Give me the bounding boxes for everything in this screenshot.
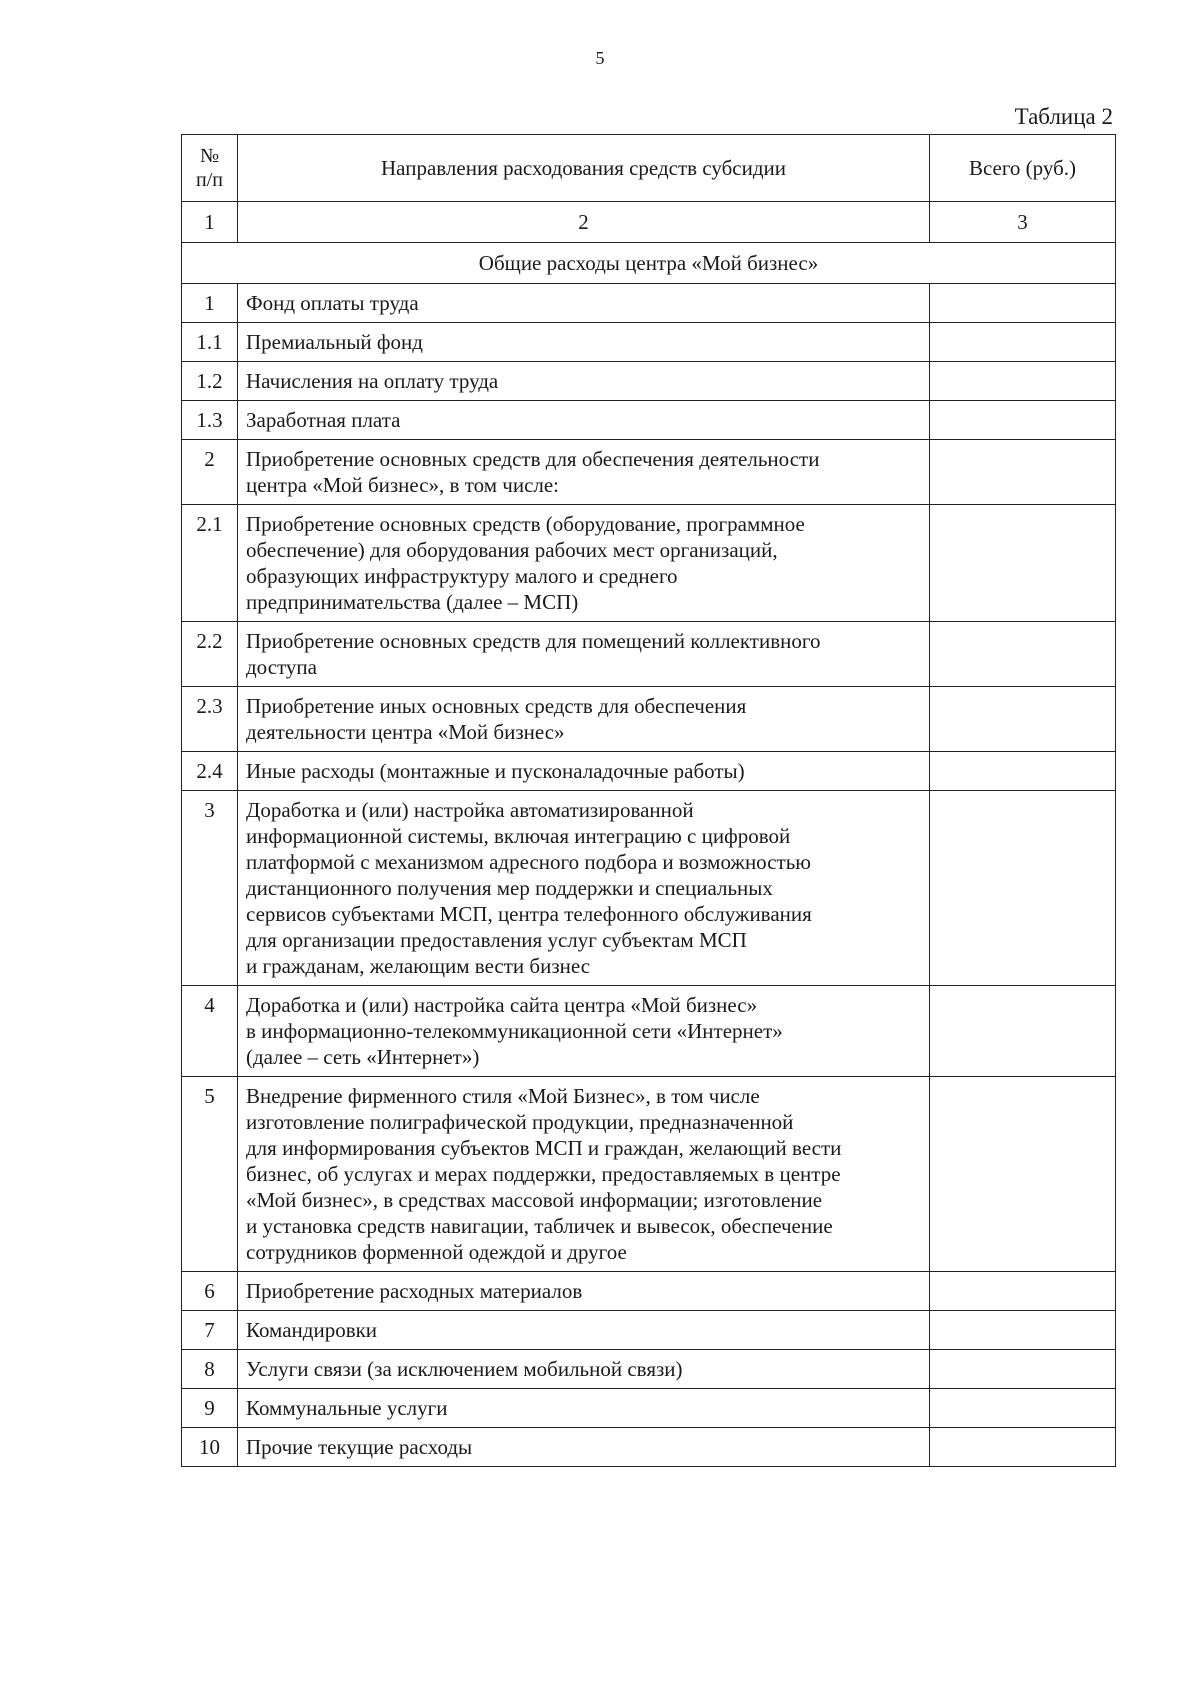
- row-description: Доработка и (или) настройка сайта центра «Мой бизнес» в информационно-телекоммуникационной сети «Интернет» (далее – сеть «Интернет»): [238, 986, 930, 1077]
- table-row: [182, 1311, 1116, 1350]
- table-row: [182, 323, 1116, 362]
- row-total: [930, 1350, 1116, 1389]
- row-number: 1.3: [182, 401, 238, 440]
- row-description: Приобретение основных средств для помещений коллективного доступа: [238, 622, 930, 687]
- row-total: [930, 440, 1116, 505]
- row-number: 9: [182, 1389, 238, 1428]
- column-index-1: 1: [182, 202, 238, 243]
- header-description: Направления расходования средств субсидии: [238, 135, 930, 202]
- row-total: [930, 791, 1116, 986]
- row-description: Доработка и (или) настройка автоматизированной информационной системы, включая интеграцию с цифровой платформой с механизмом адресного подбора и возможностью дистанционного получения мер поддержки и специальных сервисов субъектами МСП, центра телефонного обслуживания для организации предоставления услуг субъектам МСП и гражданам, желающим вести бизнес: [238, 791, 930, 986]
- table-row: [182, 986, 1116, 1077]
- page-number: 5: [595, 48, 605, 68]
- row-number: 2.3: [182, 687, 238, 752]
- row-total: [930, 323, 1116, 362]
- row-description: Приобретение основных средств для обеспечения деятельности центра «Мой бизнес», в том числе:: [238, 440, 930, 505]
- row-number: 5: [182, 1077, 238, 1272]
- row-description: Коммунальные услуги: [238, 1389, 930, 1428]
- row-description: Приобретение расходных материалов: [238, 1272, 930, 1311]
- table-row: [182, 1389, 1116, 1428]
- row-description: Заработная плата: [238, 401, 930, 440]
- table-caption: Таблица 2: [1014, 104, 1113, 129]
- row-description: Премиальный фонд: [238, 323, 930, 362]
- row-total: [930, 505, 1116, 622]
- row-number: 2.2: [182, 622, 238, 687]
- row-number: 2: [182, 440, 238, 505]
- row-description: Прочие текущие расходы: [238, 1428, 930, 1467]
- table-row: [182, 687, 1116, 752]
- table-row: [182, 752, 1116, 791]
- row-number: 8: [182, 1350, 238, 1389]
- row-number: 2.4: [182, 752, 238, 791]
- row-number: 7: [182, 1311, 238, 1350]
- column-index-row: [182, 202, 1116, 243]
- header-row: [182, 135, 1116, 202]
- row-total: [930, 1389, 1116, 1428]
- column-index-3: 3: [930, 202, 1116, 243]
- row-number: 1: [182, 284, 238, 323]
- row-number: 1.2: [182, 362, 238, 401]
- row-number: 3: [182, 791, 238, 986]
- row-description: Начисления на оплату труда: [238, 362, 930, 401]
- section-title: Общие расходы центра «Мой бизнес»: [182, 243, 1116, 284]
- row-total: [930, 1428, 1116, 1467]
- row-total: [930, 1077, 1116, 1272]
- table-row: [182, 284, 1116, 323]
- row-description: Приобретение иных основных средств для обеспечения деятельности центра «Мой бизнес»: [238, 687, 930, 752]
- table-row: [182, 401, 1116, 440]
- row-number: 1.1: [182, 323, 238, 362]
- table-row: [182, 362, 1116, 401]
- row-total: [930, 362, 1116, 401]
- row-description: Иные расходы (монтажные и пусконаладочные работы): [238, 752, 930, 791]
- row-total: [930, 1311, 1116, 1350]
- header-total: Всего (руб.): [930, 135, 1116, 202]
- row-number: 6: [182, 1272, 238, 1311]
- header-num: № п/п: [182, 135, 238, 202]
- column-index-2: 2: [238, 202, 930, 243]
- row-description: Командировки: [238, 1311, 930, 1350]
- expense-table: [181, 134, 1116, 1467]
- row-number: 10: [182, 1428, 238, 1467]
- table-row: [182, 440, 1116, 505]
- row-number: 2.1: [182, 505, 238, 622]
- row-total: [930, 752, 1116, 791]
- row-total: [930, 986, 1116, 1077]
- row-number: 4: [182, 986, 238, 1077]
- row-total: [930, 687, 1116, 752]
- table-row: [182, 505, 1116, 622]
- row-description: Услуги связи (за исключением мобильной связи): [238, 1350, 930, 1389]
- row-total: [930, 1272, 1116, 1311]
- table-row: [182, 1077, 1116, 1272]
- table-row: [182, 622, 1116, 687]
- row-description: Внедрение фирменного стиля «Мой Бизнес», в том числе изготовление полиграфической продукции, предназначенной для информирования субъектов МСП и граждан, желающий вести бизнес, об услугах и мерах поддержки, предоставляемых в центре «Мой бизнес», в средствах массовой информации; изготовление и установка средств навигации, табличек и вывесок, обеспечение сотрудников форменной одеждой и другое: [238, 1077, 930, 1272]
- row-total: [930, 622, 1116, 687]
- table-row: [182, 1428, 1116, 1467]
- table-row: [182, 791, 1116, 986]
- section-row: [182, 243, 1116, 284]
- row-total: [930, 401, 1116, 440]
- table-row: [182, 1350, 1116, 1389]
- row-total: [930, 284, 1116, 323]
- row-description: Приобретение основных средств (оборудование, программное обеспечение) для оборудования рабочих мест организаций, образующих инфраструктуру малого и среднего предпринимательства (далее – МСП): [238, 505, 930, 622]
- table-row: [182, 1272, 1116, 1311]
- row-description: Фонд оплаты труда: [238, 284, 930, 323]
